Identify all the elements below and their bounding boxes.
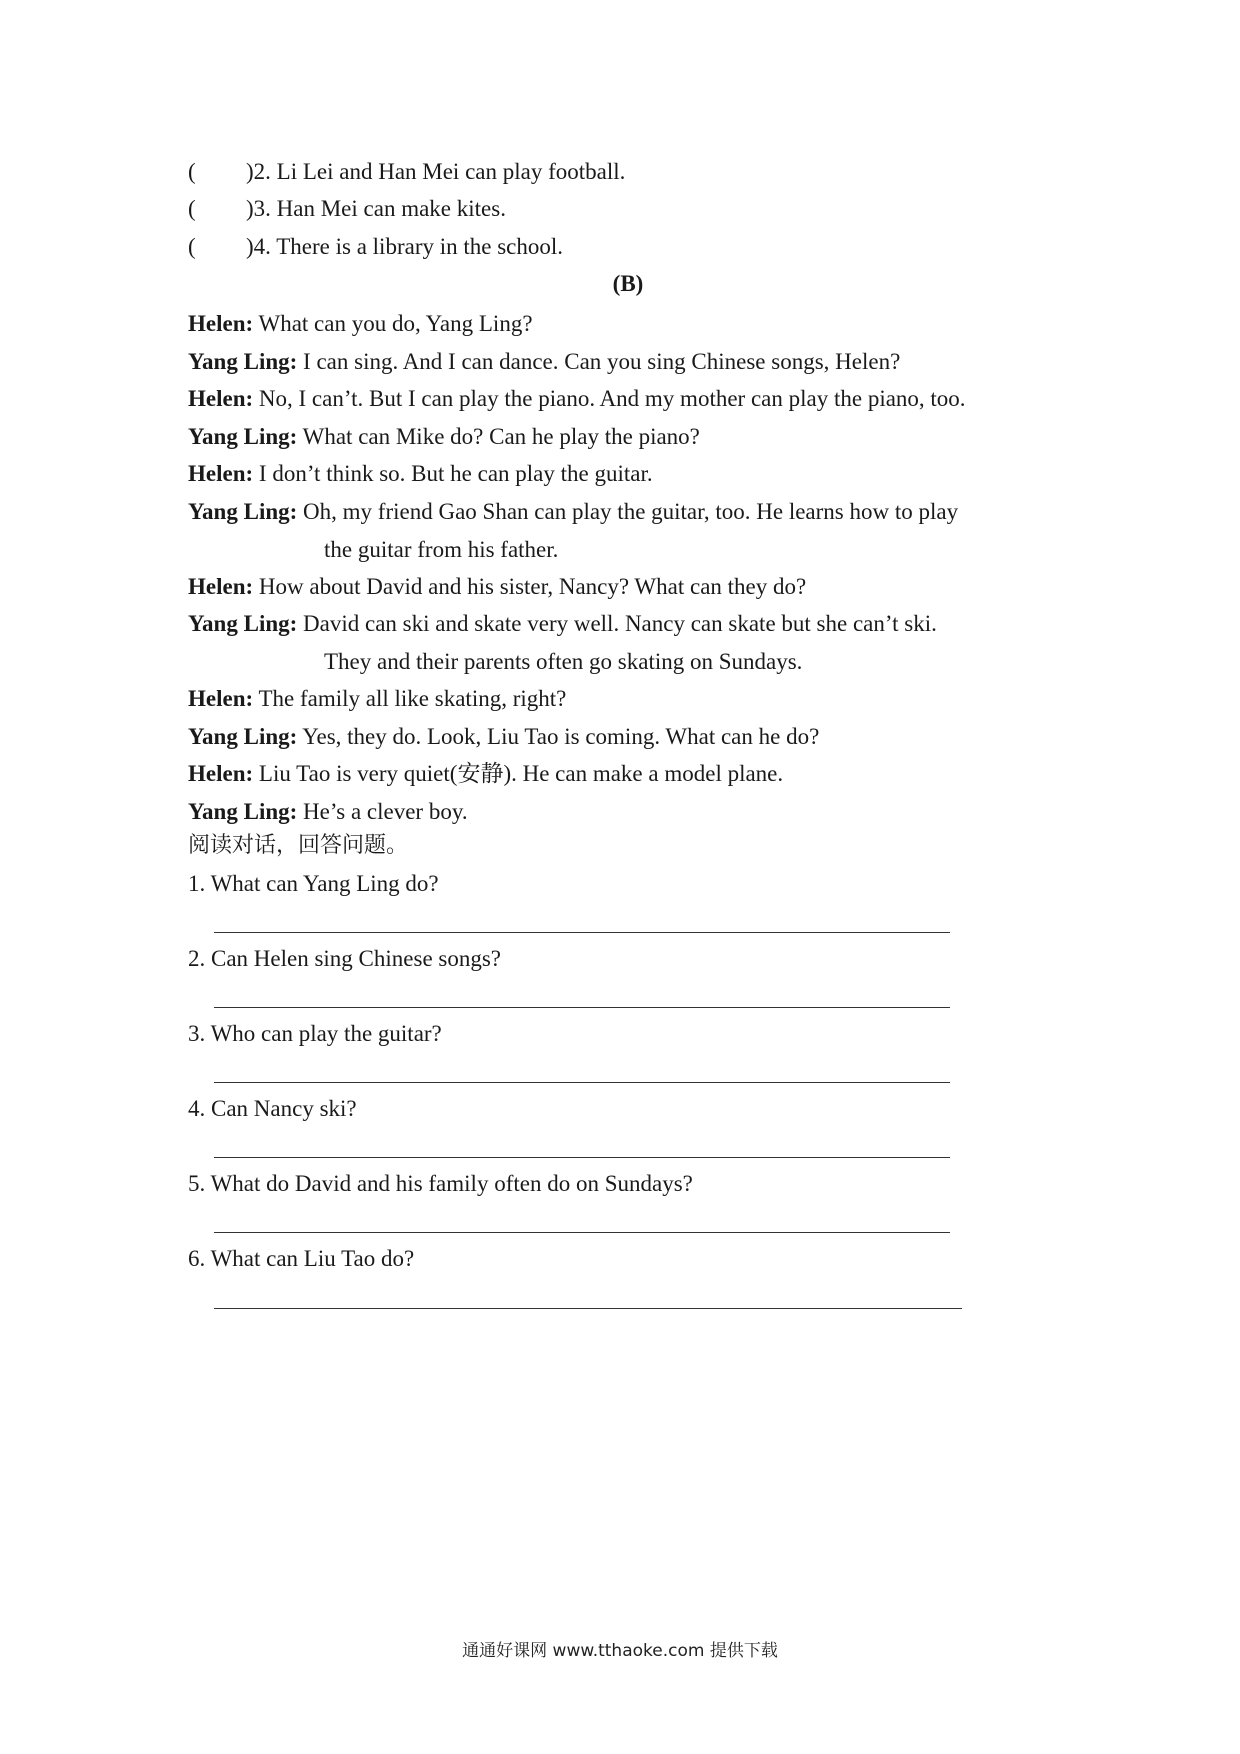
dialogue-line xyxy=(188,755,1058,793)
dialogue-line xyxy=(188,305,1058,343)
answer-line[interactable] xyxy=(214,1157,950,1158)
speaker: Helen: xyxy=(188,386,254,411)
dialogue-line xyxy=(188,718,1058,756)
tf-paren: ( xyxy=(188,159,196,184)
speaker: Helen: xyxy=(188,686,254,711)
speaker: Yang Ling: xyxy=(188,424,298,449)
dialogue-text: Oh, my friend Gao Shan can play the guitar, too. He learns how to play xyxy=(297,499,959,524)
tf-paren: ( xyxy=(188,196,196,221)
dialogue-line xyxy=(188,343,1058,381)
question: 6. What can Liu Tao do? xyxy=(188,1246,415,1271)
speaker: Yang Ling: xyxy=(188,349,298,374)
dialogue-text: I don’t think so. But he can play the guitar. xyxy=(253,461,653,486)
dialogue-line xyxy=(188,568,1058,606)
dialogue-line xyxy=(188,455,1058,493)
question: 1. What can Yang Ling do? xyxy=(188,871,439,896)
tf-paren: ( xyxy=(188,234,196,259)
speaker: Helen: xyxy=(188,461,254,486)
dialogue-text: The family all like skating, right? xyxy=(253,686,567,711)
speaker: Yang Ling: xyxy=(188,799,298,824)
answer-line[interactable] xyxy=(214,932,950,933)
speaker: Helen: xyxy=(188,311,254,336)
dialogue-text: Yes, they do. Look, Liu Tao is coming. What can he do? xyxy=(297,724,820,749)
speaker: Yang Ling: xyxy=(188,611,298,636)
dialogue-text: No, I can’t. But I can play the piano. And my mother can play the piano, too. xyxy=(253,386,966,411)
tf-text: )3. Han Mei can make kites. xyxy=(246,196,506,221)
dialogue-line xyxy=(188,493,1058,568)
speaker: Yang Ling: xyxy=(188,499,298,524)
dialogue-text: What can you do, Yang Ling? xyxy=(253,311,533,336)
question: 2. Can Helen sing Chinese songs? xyxy=(188,946,502,971)
dialogue-line xyxy=(188,605,1058,680)
section-label: (B) xyxy=(612,271,644,296)
tf-item xyxy=(188,193,1068,225)
tf-item xyxy=(188,156,1068,188)
dialogue-continuation: They and their parents often go skating on Sundays. xyxy=(324,648,803,674)
dialogue-line xyxy=(188,380,1058,418)
dialogue-text: He’s a clever boy. xyxy=(297,799,468,824)
question: 3. Who can play the guitar? xyxy=(188,1021,442,1046)
tf-text: )2. Li Lei and Han Mei can play football. xyxy=(246,159,626,184)
speaker: Helen: xyxy=(188,761,254,786)
footer-credit: 通通好课网 www.tthaoke.com 提供下载 xyxy=(462,1641,778,1661)
dialogue-text: What can Mike do? Can he play the piano? xyxy=(297,424,700,449)
dialogue-text: I can sing. And I can dance. Can you sing Chinese songs, Helen? xyxy=(297,349,901,374)
dialogue-text: Liu Tao is very quiet(安静). He can make a model plane. xyxy=(253,761,784,786)
speaker: Yang Ling: xyxy=(188,724,298,749)
answer-line[interactable] xyxy=(214,1007,950,1008)
dialogue-text: David can ski and skate very well. Nancy can skate but she can’t ski. xyxy=(297,611,937,636)
question: 5. What do David and his family often do on Sundays? xyxy=(188,1171,693,1196)
dialogue-line xyxy=(188,680,1058,718)
answer-line[interactable] xyxy=(214,1308,962,1309)
dialogue-line xyxy=(188,418,1058,456)
tf-item xyxy=(188,231,1068,263)
answer-line[interactable] xyxy=(214,1232,950,1233)
dialogue-continuation: the guitar from his father. xyxy=(324,536,559,562)
answer-line[interactable] xyxy=(214,1082,950,1083)
dialogue-text: How about David and his sister, Nancy? What can they do? xyxy=(253,574,807,599)
tf-text: )4. There is a library in the school. xyxy=(246,234,564,259)
dialogue-line xyxy=(188,793,1058,831)
instruction: 阅读对话，回答问题。 xyxy=(188,833,409,858)
speaker: Helen: xyxy=(188,574,254,599)
question: 4. Can Nancy ski? xyxy=(188,1096,357,1121)
